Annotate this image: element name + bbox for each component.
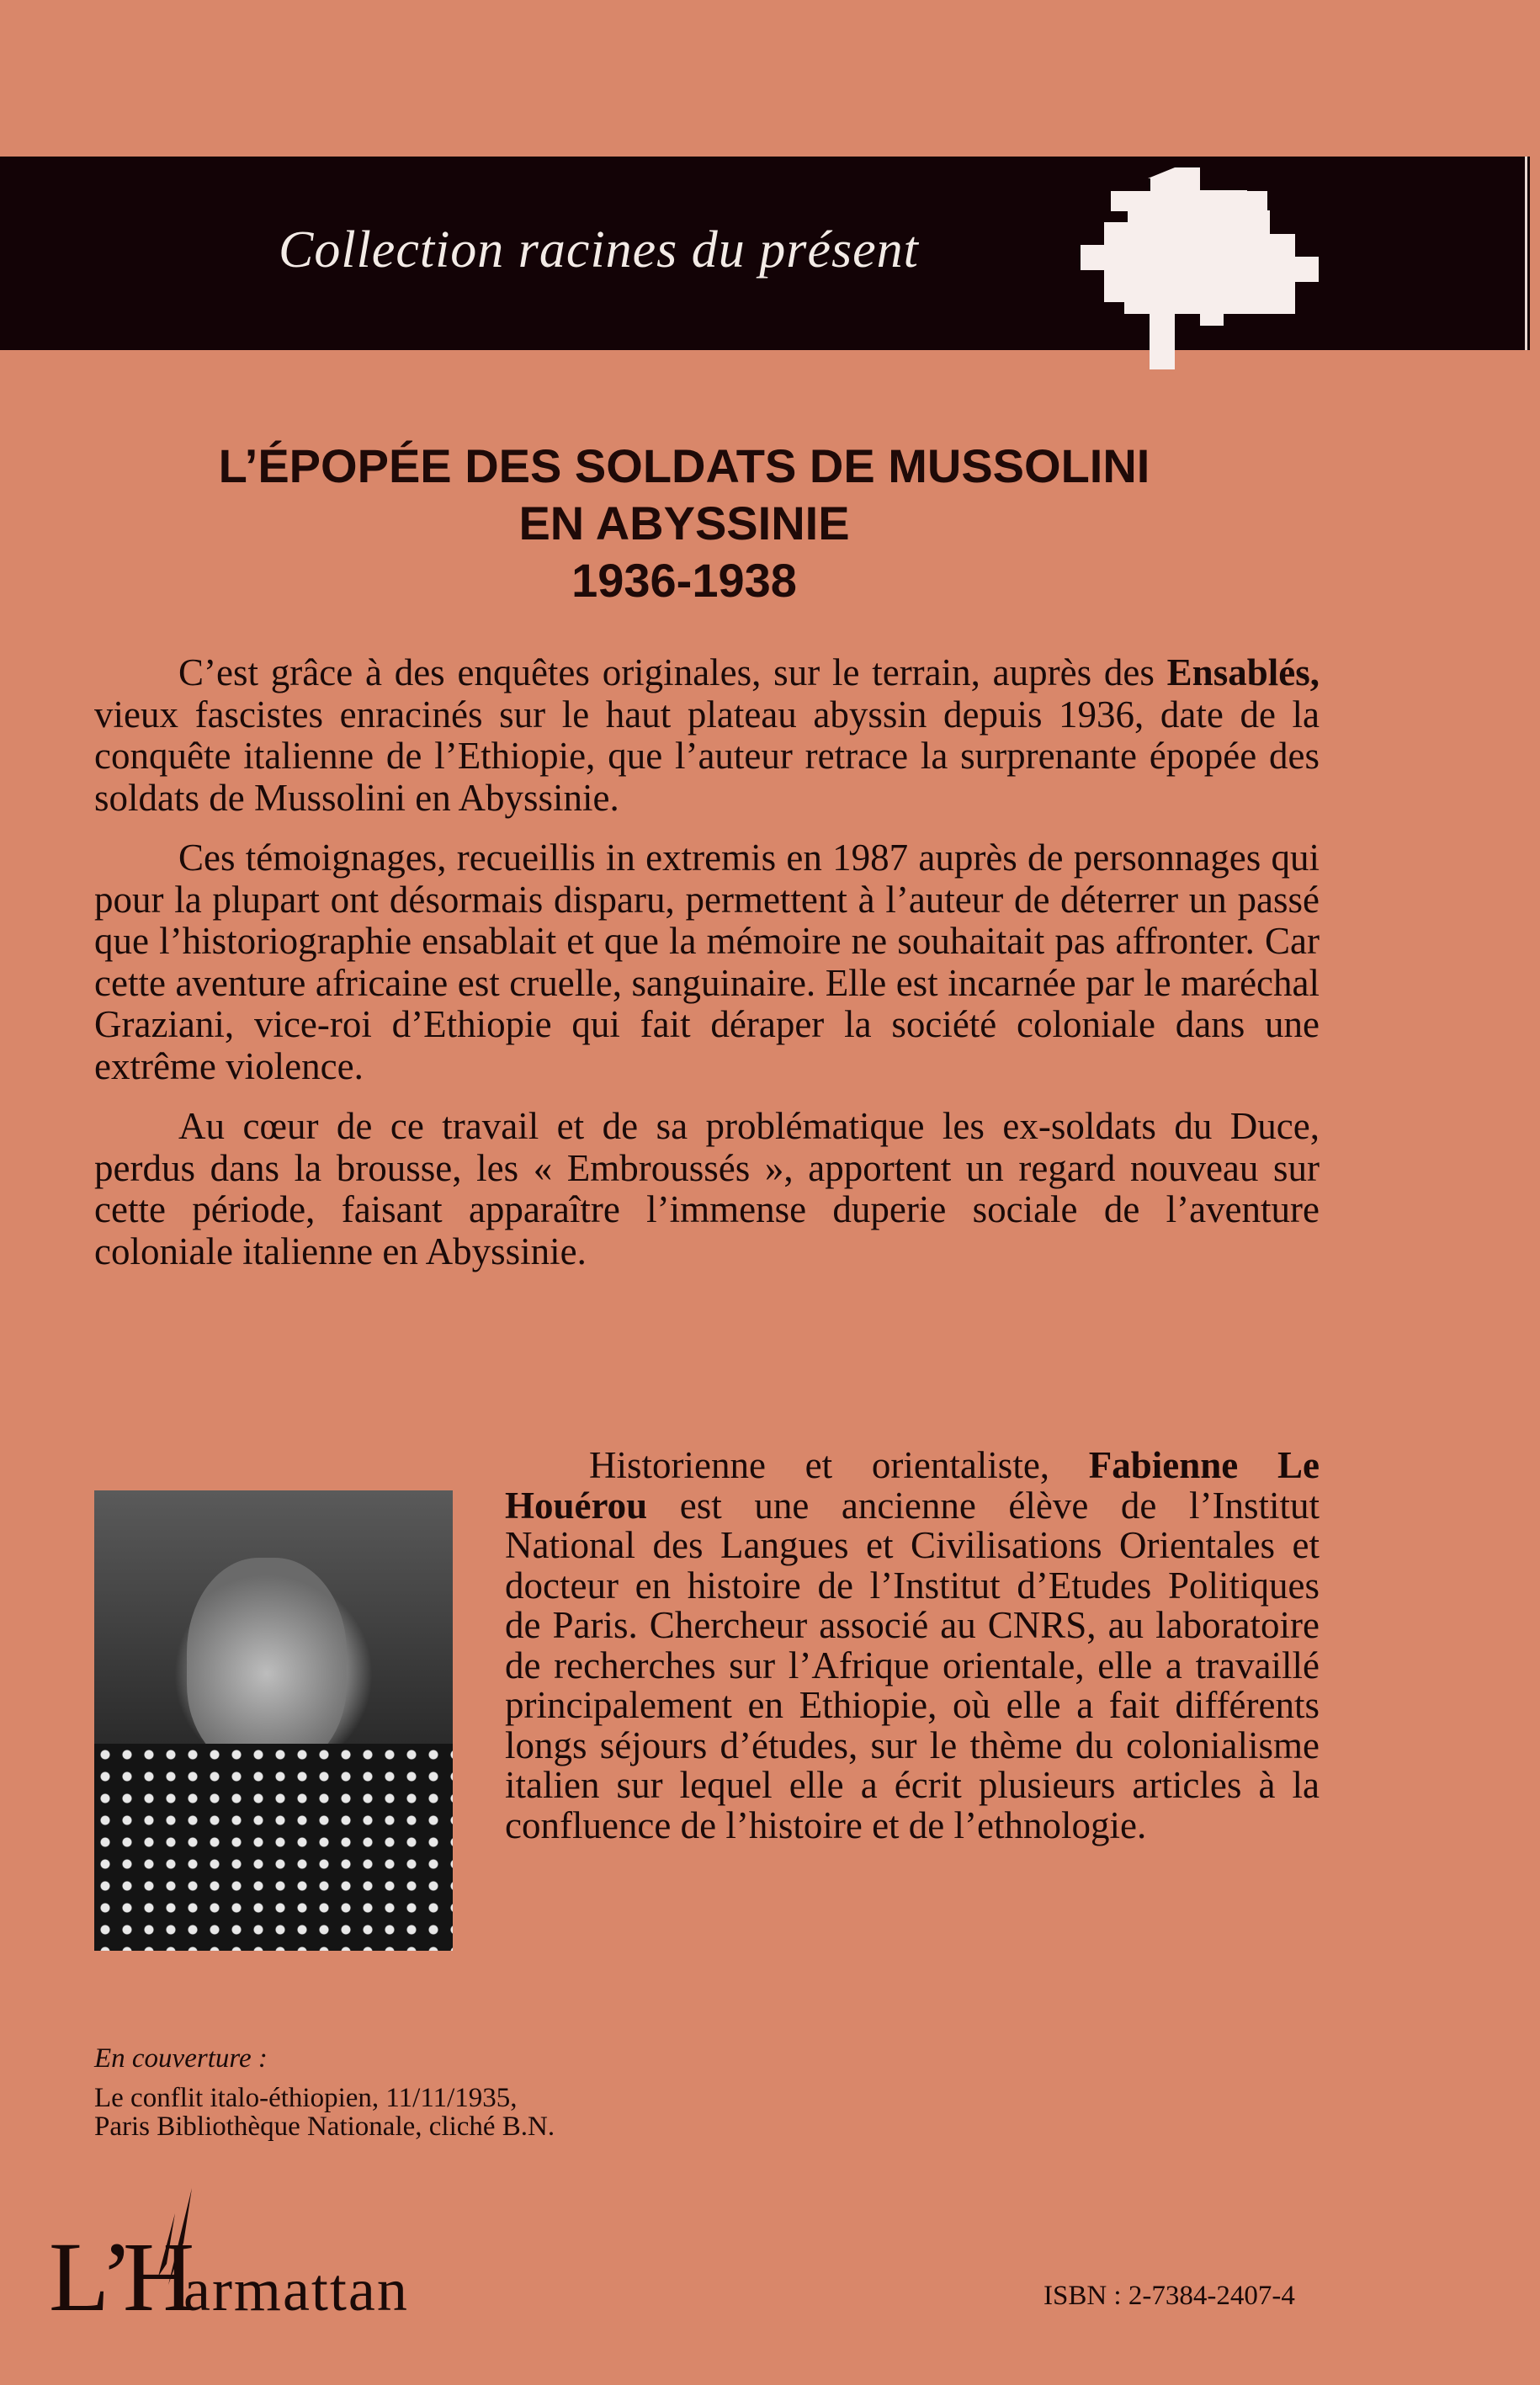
author-name: Fabienne Le Houérou — [505, 1444, 1320, 1527]
text: vieux fascistes enracinés sur le haut plateau abyssin depuis 1936, date de la conquête italienne de l’Ethiopie, que l’auteur retrace la surprenante épopée des soldats de Mussolini en Abyssinie. — [94, 693, 1320, 819]
title-dates: 1936-1938 — [571, 554, 797, 607]
text: est une ancienne élève de l’Institut National des Langues et Civilisations Orientales et docteur en histoire de l’Institut d’Etudes Politiques de Paris. Chercheur associé au CNRS, au laboratoire de recherches sur l’Afrique orientale, elle a travaillé principalement en Ethiopie, où elle a fait différents longs séjours d’études, sur le thème du colonialisme italien sur lequel elle a écrit plusieurs articles à la confluence de l’histoire et de l’ethnologie. — [505, 1484, 1320, 1846]
text: C’est grâce à des enquêtes originales, sur le terrain, auprès des — [178, 651, 1167, 693]
book-title — [0, 438, 1368, 609]
cover-credit-line-2: Paris Bibliothèque Nationale, cliché B.N. — [94, 2111, 555, 2142]
svg-text:armattan: armattan — [183, 2256, 409, 2324]
blurb-paragraph-2: Ces témoignages, recueillis in extremis en 1987 auprès de personnages qui pour la plupart ont désormais disparu, permettent à l’auteur de déterrer un passé que l’historiographie ensablait et que la mémoire ne souhaitait pas affronter. Car cette aventure africaine est cruelle, sanguinaire. Elle est incarnée par le maréchal Graziani, vice-roi d’Ethiopie qui fait déraper la société coloniale dans une extrême violence. — [94, 837, 1320, 1087]
bold-term: Ensablés, — [1166, 651, 1320, 693]
title-line-2: EN ABYSSINIE — [518, 497, 850, 550]
cover-credit-label: En couverture : — [94, 2043, 268, 2074]
cover-credit-line-1: Le conflit italo-éthiopien, 11/11/1935, — [94, 2083, 518, 2113]
cover-credit — [94, 2084, 555, 2141]
isbn: ISBN : 2-7384-2407-4 — [1043, 2281, 1295, 2311]
blurb-paragraph-3: Au cœur de ce travail et de sa problématique les ex-soldats du Duce, perdus dans la brousse, les « Embroussés », apportent un regard nouveau sur cette période, faisant apparaître l’immense duperie sociale de l’aventure coloniale italienne en Abyssinie. — [94, 1105, 1320, 1272]
svg-text:H: H — [123, 2222, 195, 2332]
svg-text:L’: L’ — [49, 2222, 134, 2332]
polka-dot-blouse — [94, 1744, 453, 1951]
stepped-diamond-emblem-icon — [1059, 166, 1320, 344]
blurb — [94, 652, 1320, 1291]
bio-paragraph — [505, 1446, 1320, 1846]
blurb-paragraph-1 — [94, 652, 1320, 819]
author-bio — [505, 1446, 1320, 1846]
text: Historienne et orientaliste, — [589, 1444, 1089, 1486]
edge-line — [1525, 157, 1527, 350]
author-photo — [94, 1490, 453, 1951]
author-face — [187, 1558, 347, 1768]
publisher-logo — [49, 2184, 409, 2332]
collection-name: Collection racines du présent — [279, 221, 919, 279]
title-line-1: L’ÉPOPÉE DES SOLDATS DE MUSSOLINI — [218, 439, 1150, 492]
